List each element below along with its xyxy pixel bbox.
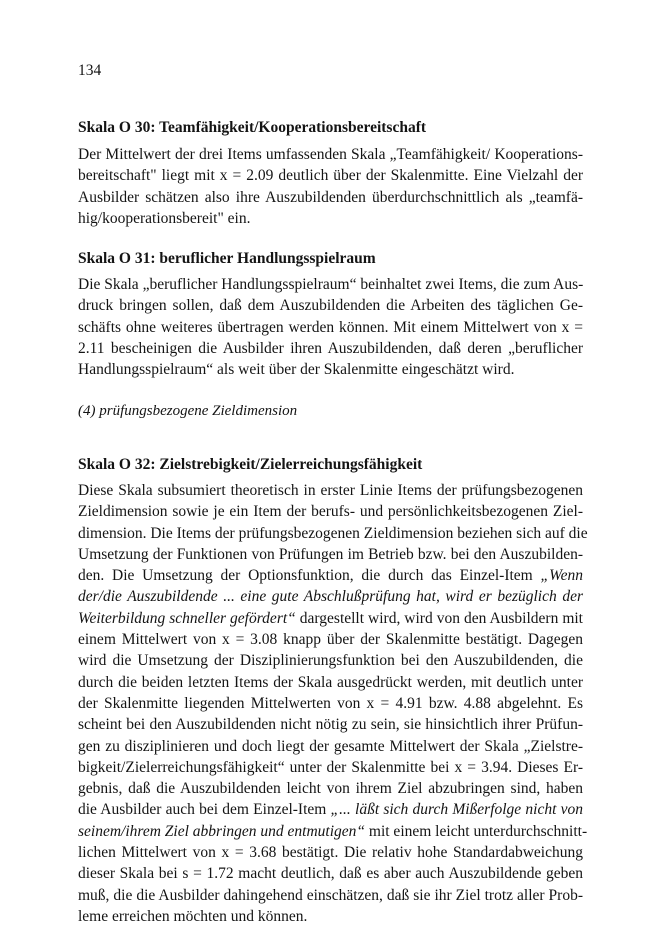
text-segment: lichen Mittelwert von x = 3.68 bestätigt. Die relativ hohe Standardabweichung: [78, 844, 583, 862]
text-line: [78, 359, 583, 380]
text-line: [78, 586, 583, 607]
text-line: [78, 501, 583, 522]
page-number: 134: [78, 62, 102, 79]
paragraph-skala-o32: [78, 480, 588, 927]
text-segment: dargestellt wird, wird von den Ausbildern mit: [295, 609, 583, 627]
text-segment: gen zu disziplinieren und doch liegt der gesamte Mittelwert der Skala „Zielstre-: [78, 737, 583, 755]
text-segment: bereitschaft" liegt mit x = 2.09 deutlich über der Skalenmitte. Eine Vielzahl der: [78, 167, 583, 185]
text-line: [78, 885, 583, 906]
text-line: [78, 187, 583, 208]
text-segment: scheint bei den Auszubildenden nicht nötig zu sein, sie hinsichtlich ihrer Prüfun-: [78, 716, 583, 734]
text-segment: Der Mittelwert der drei Items umfassenden Skala „Teamfähigkeit/ Kooperations-: [78, 146, 583, 163]
section-heading-skala-o30: Skala O 30: Teamfähigkeit/Kooperationsbereitschaft: [78, 119, 427, 136]
text-segment: mit einem leicht unterdurchschnitt-: [365, 822, 588, 840]
text-line: [78, 863, 583, 884]
text-line: [78, 736, 583, 757]
text-segment: den. Die Umsetzung der Optionsfunktion, die durch das Einzel-Item: [78, 567, 541, 585]
text-line: [78, 317, 583, 338]
text-segment: Umsetzung der Funktionen von Prüfungen im Betrieb bzw. bei den Auszubilden-: [78, 545, 583, 563]
text-segment: Handlungsspielraum“ als weit über der Skalenmitte eingeschätzt wird.: [78, 361, 515, 379]
text-line: [78, 672, 583, 693]
text-segment: einem Mittelwert von x = 3.08 knapp über der Skalenmitte bestätigt. Dagegen: [78, 631, 583, 649]
text-segment: muß, die die Ausbilder dahingehend einschätzen, daß sie ihr Ziel trotz aller Prob-: [78, 886, 583, 904]
text-segment: dimension. Die Items der prüfungsbezogenen Zieldimension beziehen sich auf die: [78, 524, 588, 542]
subsection-heading-pruefungsbezogen: (4) prüfungsbezogene Zieldimension: [78, 403, 298, 419]
section-heading-skala-o32: Skala O 32: Zielstrebigkeit/Zielerreichungsfähigkeit: [78, 456, 423, 473]
text-segment: druck bringen sollen, daß dem Auszubildenden die Arbeiten des täglichen Ge-: [78, 297, 583, 315]
text-line: [78, 906, 583, 927]
text-segment: 2.11 bescheinigen die Ausbilder ihren Auszubildenden, daß deren „beruflicher: [78, 339, 583, 357]
paragraph-skala-o30: [78, 144, 583, 229]
text-line: [78, 565, 583, 586]
text-segment: leme erreichen möchten und können.: [78, 907, 308, 925]
text-segment: der Skalenmitte liegenden Mittelwerten von x = 4.91 bzw. 4.88 abgelehnt. Es: [78, 694, 583, 712]
text-line: [78, 629, 583, 650]
text-segment: schäfts ohne weiteres übertragen werden können. Mit einem Mittelwert von x =: [78, 318, 583, 336]
text-line: [78, 338, 583, 359]
text-segment: Die Skala „beruflicher Handlungsspielraum“ beinhaltet zwei Items, die zum Aus-: [78, 276, 584, 293]
italic-quote-segment: „... läßt sich durch Mißerfolge nicht von: [330, 801, 583, 819]
text-segment: wird die Umsetzung der Disziplinierungsfunktion bei den Auszubildenden, die: [78, 652, 583, 670]
italic-quote-segment: der/die Auszubildende ... eine gute Abschlußprüfung hat, wird er bezüglich der: [78, 588, 583, 606]
text-line: [78, 757, 583, 778]
text-line: [78, 480, 583, 501]
text-line: [78, 274, 583, 295]
text-segment: Diese Skala subsumiert theoretisch in erster Linie Items der prüfungsbezogenen: [78, 482, 583, 499]
text-line: [78, 608, 583, 629]
italic-quote-segment: „Wenn: [540, 567, 583, 585]
text-line: [78, 165, 583, 186]
text-segment: bigkeit/Zielerreichungsfähigkeit“ unter der Skalenmitte bei x = 3.94. Dieses Er-: [78, 758, 583, 776]
text-line: [78, 295, 583, 316]
text-segment: dieser Skala bei s = 1.72 macht deutlich, daß es aber auch Auszubildende geben: [78, 865, 583, 883]
section-heading-skala-o31: Skala O 31: beruflicher Handlungsspielraum: [78, 250, 376, 267]
text-line: [78, 208, 583, 229]
text-line: [78, 693, 583, 714]
text-line: [78, 714, 583, 735]
text-line: [78, 842, 583, 863]
text-segment: gebnis, daß die Auszubildenden leicht von ihrem Ziel abzubringen sind, haben: [78, 780, 583, 798]
text-line: [78, 778, 583, 799]
text-segment: die Ausbilder auch bei dem Einzel-Item: [78, 801, 331, 819]
text-line: [78, 799, 583, 820]
text-segment: durch die beiden letzten Items der Skala ausgedrückt werden, mit deutlich unter: [78, 673, 583, 691]
text-line: [78, 144, 583, 165]
italic-quote-segment: Weiterbildung schneller gefördert“: [78, 609, 296, 627]
text-line: [78, 544, 583, 565]
text-line: [78, 650, 583, 671]
text-line: [78, 523, 588, 544]
text-line: [78, 821, 588, 842]
text-segment: hig/kooperationsbereit" ein.: [78, 209, 251, 227]
text-segment: Zieldimension sowie je ein Item der berufs- und persönlichkeitsbezogenen Ziel-: [78, 503, 583, 521]
italic-quote-segment: seinem/ihrem Ziel abbringen und entmutigen“: [78, 822, 366, 840]
text-segment: Ausbilder schätzen also ihre Auszubildenden überdurchschnittlich als „teamfä-: [78, 188, 583, 206]
paragraph-skala-o31: [78, 274, 583, 380]
